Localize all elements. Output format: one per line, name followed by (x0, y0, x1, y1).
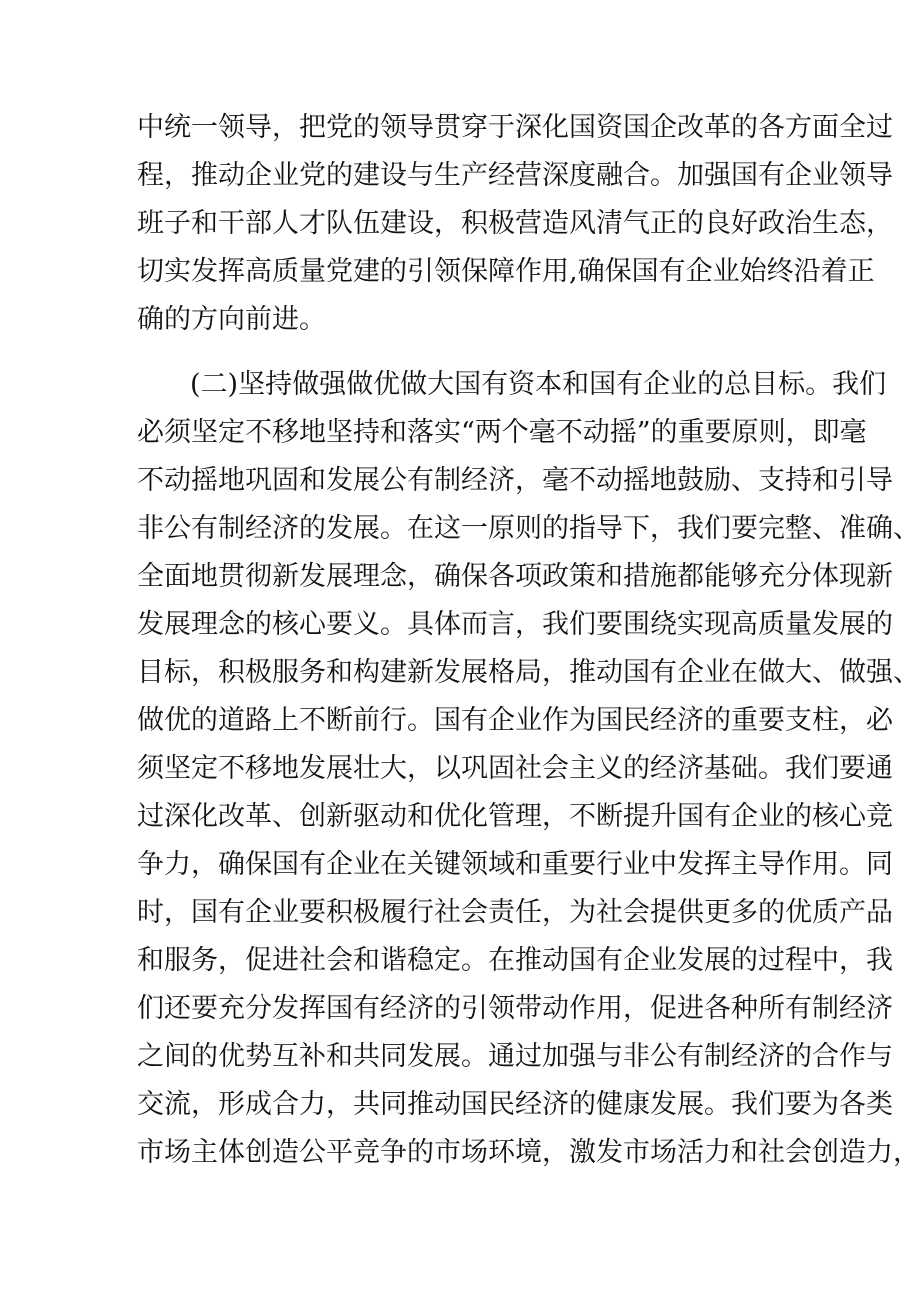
paragraph-2-line-17: 市场主体创造公平竞争的市场环境，激发市场活力和社会创造力， (137, 1137, 920, 1168)
paragraph-2-line-14: 们还要充分发挥国有经济的引领带动作用，促进各种所有制经济 (137, 993, 893, 1024)
paragraph-1-line-3: 班子和干部人才队伍建设，积极营造风清气正的良好政治生态， (137, 208, 893, 239)
paragraph-1-line-2: 程，推动企业党的建设与生产经营深度融合。加强国有企业领导 (137, 160, 893, 191)
paragraph-2-line-10: 过深化改革、创新驱动和优化管理，不断提升国有企业的核心竞 (137, 801, 893, 832)
paragraph-2-line-6: 发展理念的核心要义。具体而言，我们要围绕实现高质量发展的 (137, 609, 893, 640)
paragraph-2-line-2: 必须坚定不移地坚持和落实“两个毫不动摇”的重要原则，即毫 (137, 417, 867, 448)
paragraph-2-line-11: 争力，确保国有企业在关键领域和重要行业中发挥主导作用。同 (137, 849, 893, 880)
paragraph-2-line-9: 须坚定不移地发展壮大，以巩固社会主义的经济基础。我们要通 (137, 753, 893, 784)
paragraph-2-line-1: (二)坚持做强做优做大国有资本和国有企业的总目标。我们 (190, 369, 887, 400)
paragraph-2-line-16: 交流，形成合力，共同推动国民经济的健康发展。我们要为各类 (137, 1089, 893, 1120)
paragraph-2-line-15: 之间的优势互补和共同发展。通过加强与非公有制经济的合作与 (137, 1041, 893, 1072)
paragraph-2-line-12: 时，国有企业要积极履行社会责任，为社会提供更多的优质产品 (137, 897, 893, 928)
paragraph-2-line-4: 非公有制经济的发展。在这一原则的指导下，我们要完整、准确、 (137, 513, 920, 544)
paragraph-2-line-8: 做优的道路上不断前行。国有企业作为国民经济的重要支柱，必 (137, 705, 893, 736)
paragraph-2-line-3: 不动摇地巩固和发展公有制经济，毫不动摇地鼓励、支持和引导 (137, 465, 893, 496)
paragraph-2-line-13: 和服务，促进社会和谐稳定。在推动国有企业发展的过程中，我 (137, 945, 893, 976)
paragraph-2-line-7: 目标，积极服务和构建新发展格局，推动国有企业在做大、做强、 (137, 657, 920, 688)
paragraph-1-line-1: 中统一领导，把党的领导贯穿于深化国资国企改革的各方面全过 (137, 112, 893, 143)
paragraph-2-line-5: 全面地贯彻新发展理念，确保各项政策和措施都能够充分体现新 (137, 561, 893, 592)
paragraph-1-line-4: 切实发挥高质量党建的引领保障作用,确保国有企业始终沿着正 (137, 256, 875, 287)
paragraph-1-line-5: 确的方向前进。 (137, 304, 326, 335)
